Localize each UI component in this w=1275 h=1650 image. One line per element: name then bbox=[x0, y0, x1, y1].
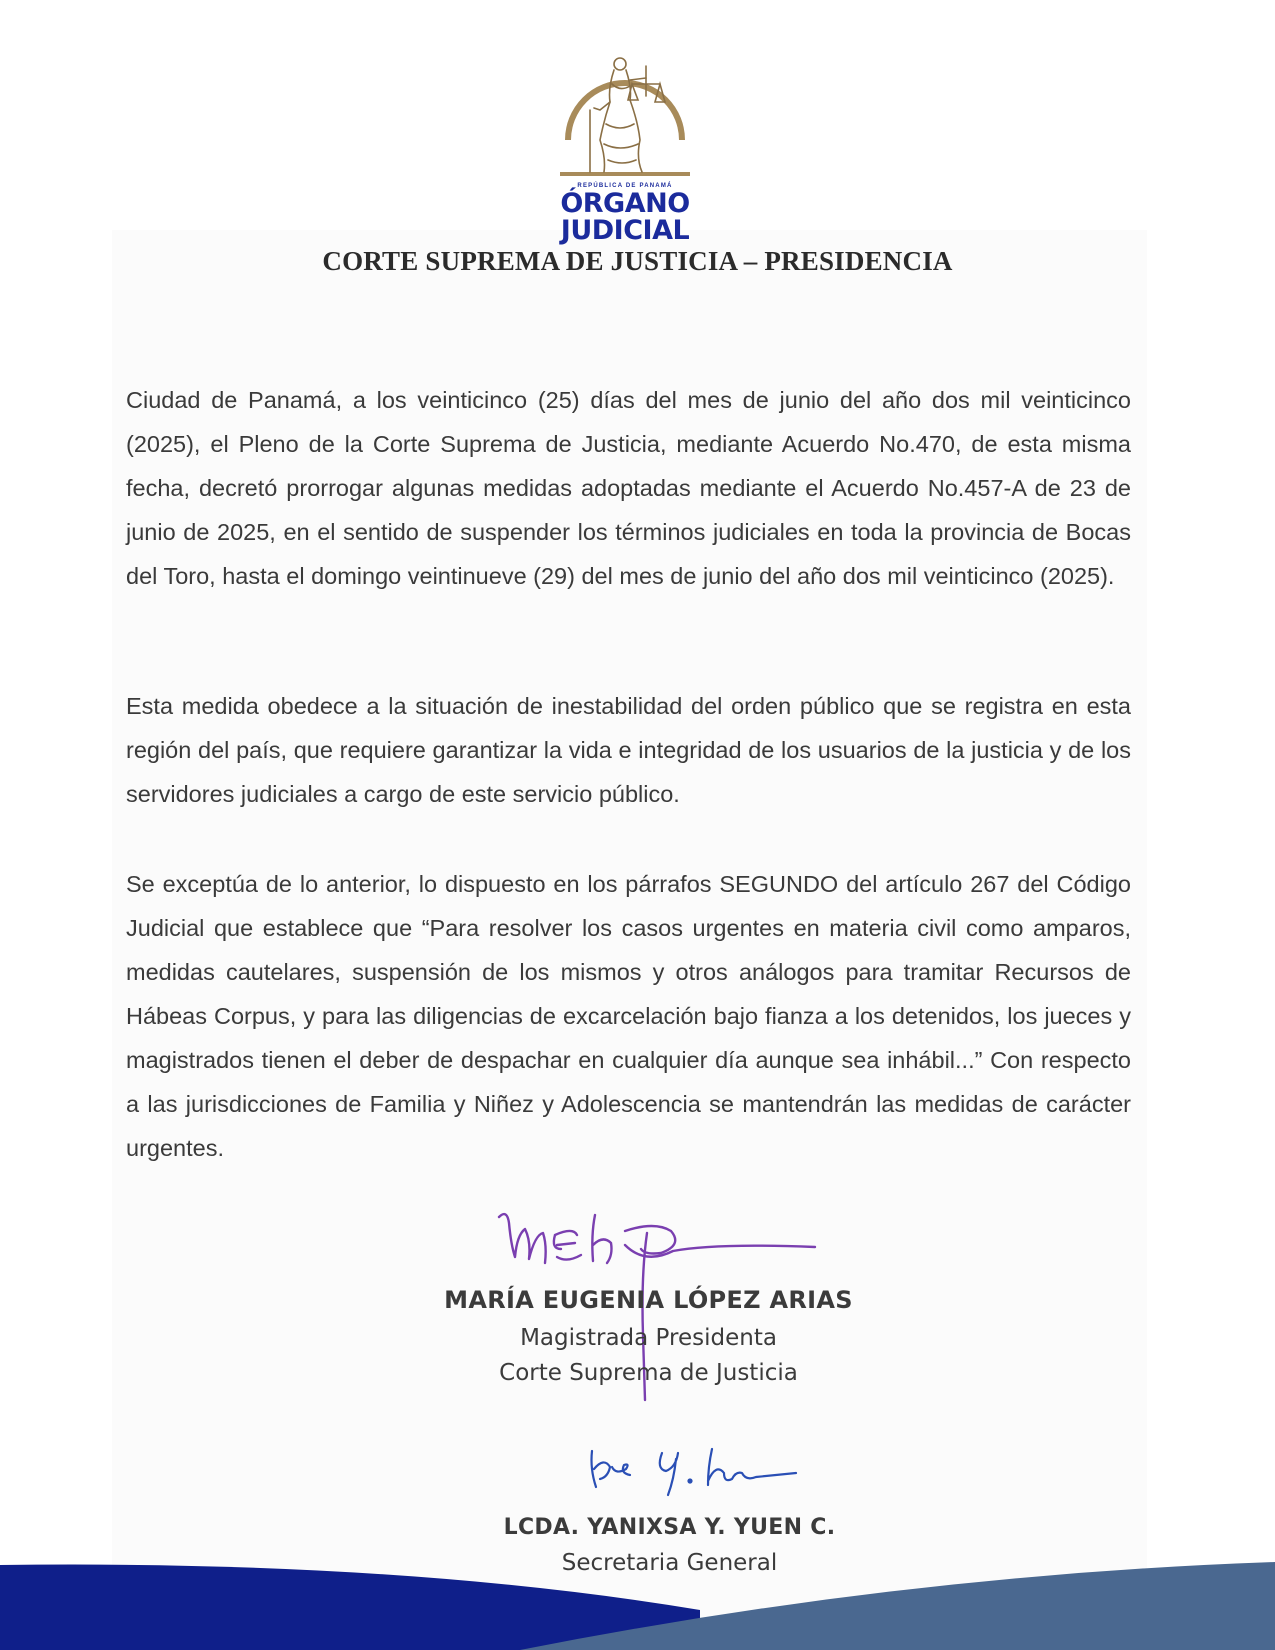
paragraph-2: Esta medida obedece a la situación de inestabilidad del orden público que se registra en esta región del país, que requiere garantizar la vida e integridad de los usuarios de la justicia y de los servidores judiciales a cargo de este servicio público. bbox=[126, 693, 1131, 807]
signatory-1-name: MARÍA EUGENIA LÓPEZ ARIAS bbox=[444, 1286, 853, 1314]
logo-country-text: REPÚBLICA DE PANAMÁ bbox=[577, 183, 673, 189]
paragraph-1: Ciudad de Panamá, a los veinticinco (25) días del mes de junio del año dos mil veinticinco (2025), el Pleno de la Corte Suprema de Justicia, mediante Acuerdo No.470, de esta misma fecha, decretó prorrogar algunas medidas adoptadas mediante el Acuerdo No.457-A de 23 de junio de 2025, en el sentido de suspender los términos judiciales en toda la provincia de Bocas del Toro, hasta el domingo veintinueve (29) del mes de junio del año dos mil veinticinco (2025). bbox=[126, 387, 1131, 589]
paragraph-3: Se exceptúa de lo anterior, lo dispuesto en los párrafos SEGUNDO del artículo 267 del Código Judicial que establece que “Para resolver los casos urgentes en materia civil como amparos, medidas cautelares, suspensión de los mismos y otros análogos para tramitar Recursos de Hábeas Corpus, y para las diligencias de excarcelación bajo fianza a los detenidos, los jueces y magistrados tienen el deber de despachar en cualquier día aunque sea inhábil...” Con respecto a las jurisdicciones de Familia y Niñez y Adolescencia se mantendrán las medidas de carácter urgentes. bbox=[126, 871, 1131, 1161]
signatory-1-role: Magistrada Presidenta bbox=[520, 1325, 777, 1351]
signatory-2-role: Secretaria General bbox=[561, 1550, 778, 1576]
logo-judicial-text: JUDICIAL bbox=[560, 215, 690, 246]
logo-organo-text: ÓRGANO bbox=[560, 188, 690, 219]
signatory-1-organization: Corte Suprema de Justicia bbox=[499, 1360, 798, 1386]
document-heading: CORTE SUPREMA DE JUSTICIA – PRESIDENCIA bbox=[322, 246, 953, 276]
signatory-2-name: LCDA. YANIXSA Y. YUEN C. bbox=[503, 1515, 836, 1540]
